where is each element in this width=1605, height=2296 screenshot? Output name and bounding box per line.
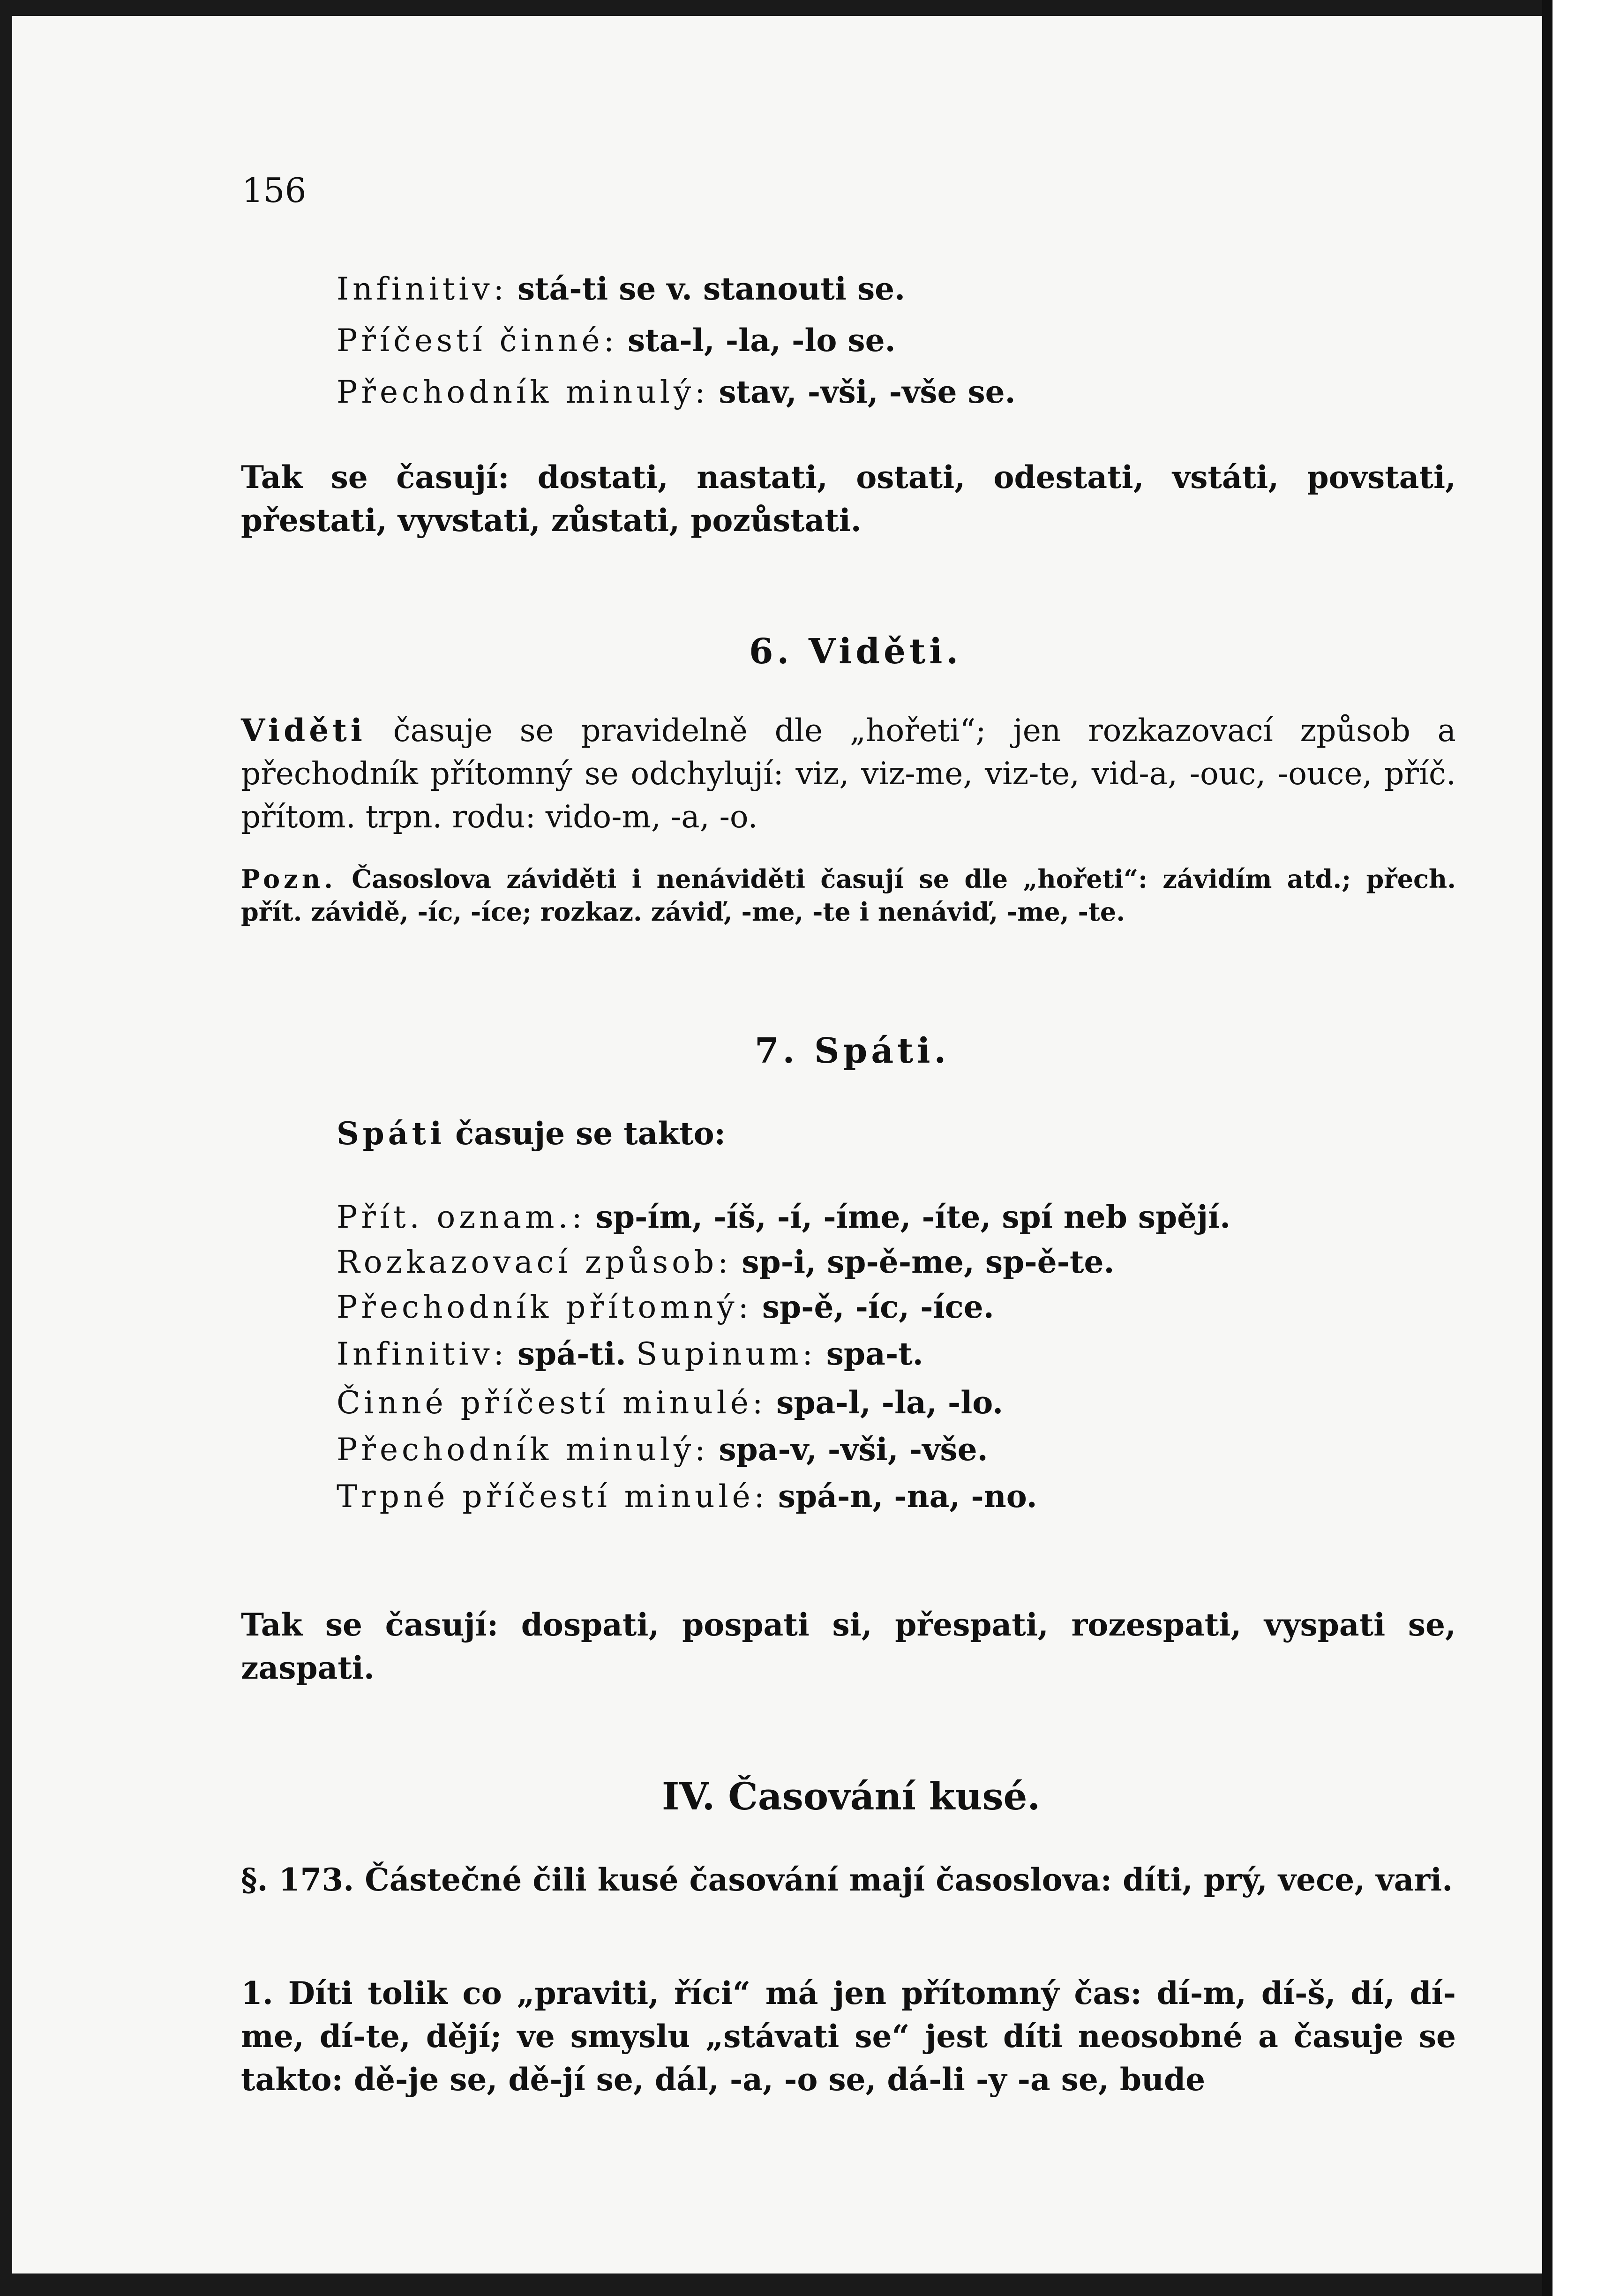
form-text: sp-i, sp-ě-me, sp-ě-te. xyxy=(742,1244,1115,1280)
supinum-text: spa-t. xyxy=(826,1336,923,1372)
paragraph-173: §. 173. Částečné čili kusé časování mají časoslova: díti, prý, vece, vari. xyxy=(241,1861,1453,1898)
form-line xyxy=(337,1475,1037,1518)
form-line xyxy=(337,1428,988,1471)
form-text: spa-v, -vši, -vše. xyxy=(719,1431,988,1468)
section-6-paragraph-text: časuje se pravidelně dle „hořeti“; jen rozkazovací způsob a přechodník přítomný se odchylují: viz, viz-me, viz-te, vid-a, -ouc, -ouce, příč. přítom. trpn. rodu: vido-m, -a, -o. xyxy=(241,713,1456,835)
note-text: Časoslova záviděti i nenáviděti časují se dle „hořeti“: závidím atd.; přech. přít. závidě, -íc, -íce; rozkaz. záviď, -me, -te i nenáviď, -me, -te. xyxy=(241,864,1456,927)
scan-border-left xyxy=(0,0,12,2296)
pricesti-text: sta-l, -la, -lo se. xyxy=(627,322,896,359)
form-label: Přechodník minulý: xyxy=(337,1432,709,1468)
spati-word: Spáti xyxy=(337,1115,446,1152)
pricesti-label: Příčestí činné: xyxy=(337,323,618,359)
page-number: 156 xyxy=(242,171,307,210)
form-line xyxy=(337,1240,1114,1284)
page-gutter-line xyxy=(1542,0,1552,2296)
section-6-heading: 6. Viděti. xyxy=(749,631,962,672)
form-text: sp-ím, -íš, -í, -íme, -íte, spí neb spějí. xyxy=(595,1199,1231,1235)
form-label: Trpné příčestí minulé: xyxy=(337,1478,768,1515)
form-line xyxy=(337,1195,1230,1239)
form-text: spa-l, -la, -lo. xyxy=(776,1384,1004,1421)
prechodnik-text: stav, -vši, -vše se. xyxy=(719,374,1016,410)
note-label: Pozn. xyxy=(241,864,337,894)
infinitiv-line xyxy=(337,267,905,311)
form-line xyxy=(337,1381,1003,1425)
supinum-label: Supinum: xyxy=(636,1336,817,1372)
form-text: spá-ti. xyxy=(517,1336,626,1372)
section-6-paragraph xyxy=(241,709,1456,839)
form-text: sp-ě, -íc, -íce. xyxy=(762,1289,994,1325)
section-7-intro xyxy=(337,1112,726,1156)
form-label: Přít. oznam.: xyxy=(337,1199,586,1235)
pricesti-line xyxy=(337,319,896,362)
tak-se-paragraph-1: Tak se časují: dostati, nastati, ostati, odestati, vstáti, povstati, přestati, vyvstati, zůstati, pozůstati. xyxy=(241,459,1456,539)
scan-border-top xyxy=(0,0,1605,16)
infinitiv-text: stá-ti se v. stanouti se. xyxy=(517,270,906,307)
form-label: Přechodník přítomný: xyxy=(337,1289,752,1325)
form-label: Infinitiv: xyxy=(337,1336,508,1372)
prechodnik-label: Přechodník minulý: xyxy=(337,374,709,410)
scan-border-bottom xyxy=(0,2273,1605,2296)
form-line xyxy=(337,1285,994,1329)
prechodnik-line xyxy=(337,370,1016,414)
form-line xyxy=(337,1332,923,1376)
section-iv-heading: IV. Časování kusé. xyxy=(662,1774,1041,1818)
section-6-note xyxy=(241,863,1456,928)
form-label: Činné příčestí minulé: xyxy=(337,1385,767,1421)
infinitiv-label: Infinitiv: xyxy=(337,271,508,307)
form-label: Rozkazovací způsob: xyxy=(337,1244,732,1280)
tak-se-paragraph-2: Tak se časují: dospati, pospati si, přespati, rozespati, vyspati se, zaspati. xyxy=(241,1606,1456,1686)
paragraph-diti: 1. Díti tolik co „praviti, říci“ má jen přítomný čas: dí-m, dí-š, dí, dí-me, dí-te, dějí; ve smyslu „stávati se“ jest díti neosobné a časuje se takto: dě-je se, dě-jí se, dál, -a, -o se, dá-li -y -a se, bude xyxy=(241,1975,1456,2098)
videti-word: Viděti xyxy=(241,712,366,749)
form-text: spá-n, -na, -no. xyxy=(778,1478,1037,1515)
section-7-heading: 7. Spáti. xyxy=(755,1031,950,1071)
section-7-intro-text: časuje se takto: xyxy=(455,1115,726,1152)
scan-border-right xyxy=(1547,0,1605,2296)
